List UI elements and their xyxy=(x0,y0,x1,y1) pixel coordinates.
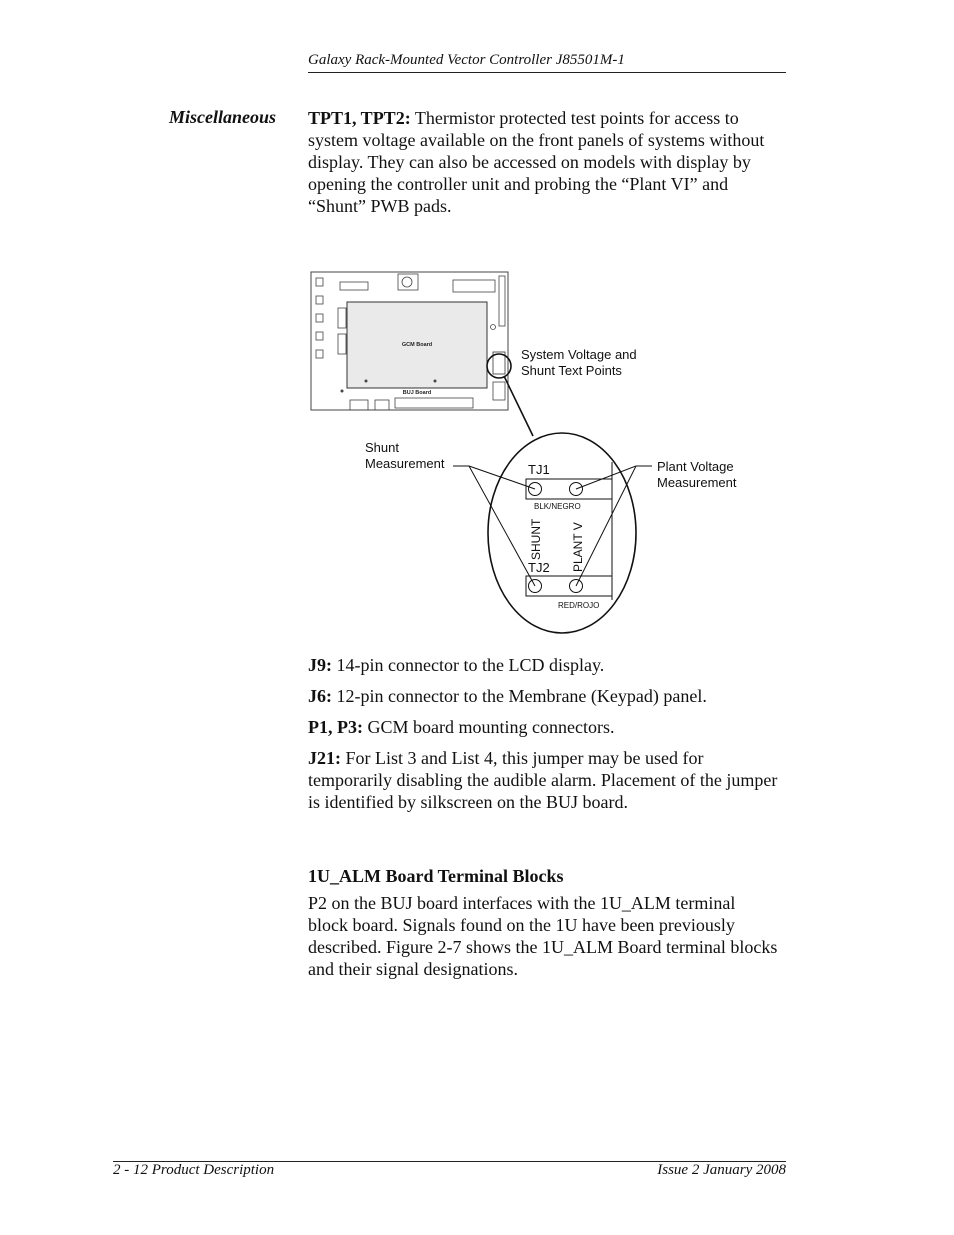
board-component xyxy=(316,278,323,286)
heading-1u-alm-terminal-blocks: 1U_ALM Board Terminal Blocks xyxy=(308,866,564,886)
shunt-measurement-line2: Measurement xyxy=(365,456,445,471)
j9-text: 14-pin connector to the LCD display. xyxy=(332,655,605,675)
tj1-label: TJ1 xyxy=(528,462,550,477)
buj-board-label: BUJ Board xyxy=(402,390,432,396)
paragraph-j9 xyxy=(308,654,788,676)
board-component xyxy=(375,400,389,410)
j6-label: J6: xyxy=(308,686,332,706)
tj2-label: TJ2 xyxy=(528,560,550,575)
board-component xyxy=(491,325,496,330)
board-component xyxy=(340,282,368,290)
paragraph-tpt xyxy=(308,107,788,217)
plant-measurement-line1: Plant Voltage xyxy=(657,459,734,474)
tpt-label: TPT1, TPT2: xyxy=(308,108,411,128)
side-heading-miscellaneous: Miscellaneous xyxy=(169,107,277,127)
blk-label: BLK/NEGRO xyxy=(534,502,581,511)
shunt-measurement-line1: Shunt xyxy=(365,440,399,455)
test-points-diagram xyxy=(300,260,760,640)
header-rule xyxy=(308,72,786,73)
test-points-figure xyxy=(300,260,760,640)
paragraph-j21 xyxy=(308,747,778,813)
paragraph-j6 xyxy=(308,685,788,707)
p1p3-text: GCM board mounting connectors. xyxy=(362,717,615,737)
red-label: RED/ROJO xyxy=(558,601,600,610)
board-component xyxy=(395,398,473,408)
plant-measurement-line2: Measurement xyxy=(657,475,737,490)
board-component xyxy=(350,400,368,410)
j21-text: For List 3 and List 4, this jumper may be used for temporarily disabling the audible alarm. Placement of the jumper is identified by silkscreen on the BUJ board. xyxy=(308,748,778,812)
board-component xyxy=(402,277,412,287)
callout-test-points-line1: System Voltage and xyxy=(521,347,637,362)
j21-label: J21: xyxy=(308,748,341,768)
board-component xyxy=(341,390,344,393)
paragraph-p1-p3 xyxy=(308,716,788,738)
p1p3-label: P1, P3: xyxy=(308,717,363,737)
board-component xyxy=(365,380,368,383)
board-component xyxy=(453,280,495,292)
board-component xyxy=(316,350,323,358)
tpt-text: Thermistor protected test points for access to system voltage available on the front panels of systems without display. They can also be accessed on models with display by opening the controller unit and probing the “Plant VI” and “Shunt” PWB pads. xyxy=(308,108,765,216)
j6-text: 12-pin connector to the Membrane (Keypad) panel. xyxy=(332,686,707,706)
footer-page-label: 2 - 12 Product Description xyxy=(113,1162,275,1178)
callout-test-points-line2: Shunt Text Points xyxy=(521,363,622,378)
board-component xyxy=(316,296,323,304)
board-component xyxy=(338,308,346,328)
board-component xyxy=(493,382,505,400)
footer-issue-date: Issue 2 January 2008 xyxy=(657,1162,786,1178)
board-component xyxy=(434,380,437,383)
board-component xyxy=(499,276,505,326)
paragraph-1u-alm: P2 on the BUJ board interfaces with the 1U_ALM terminal block board. Signals found on the 1U have been previously described. Figure 2-7 shows the 1U_ALM Board terminal blocks and their signal designations. xyxy=(308,893,778,979)
running-header: Galaxy Rack-Mounted Vector Controller J85501M-1 xyxy=(308,52,625,68)
board-component xyxy=(398,274,418,290)
shunt-vertical-label: SHUNT xyxy=(529,518,543,560)
board-component xyxy=(338,334,346,354)
gcm-board-label: GCM Board xyxy=(401,342,433,348)
board-component xyxy=(316,332,323,340)
plant-vertical-label: PLANT V xyxy=(571,522,585,572)
j9-label: J9: xyxy=(308,655,332,675)
board-component xyxy=(316,314,323,322)
